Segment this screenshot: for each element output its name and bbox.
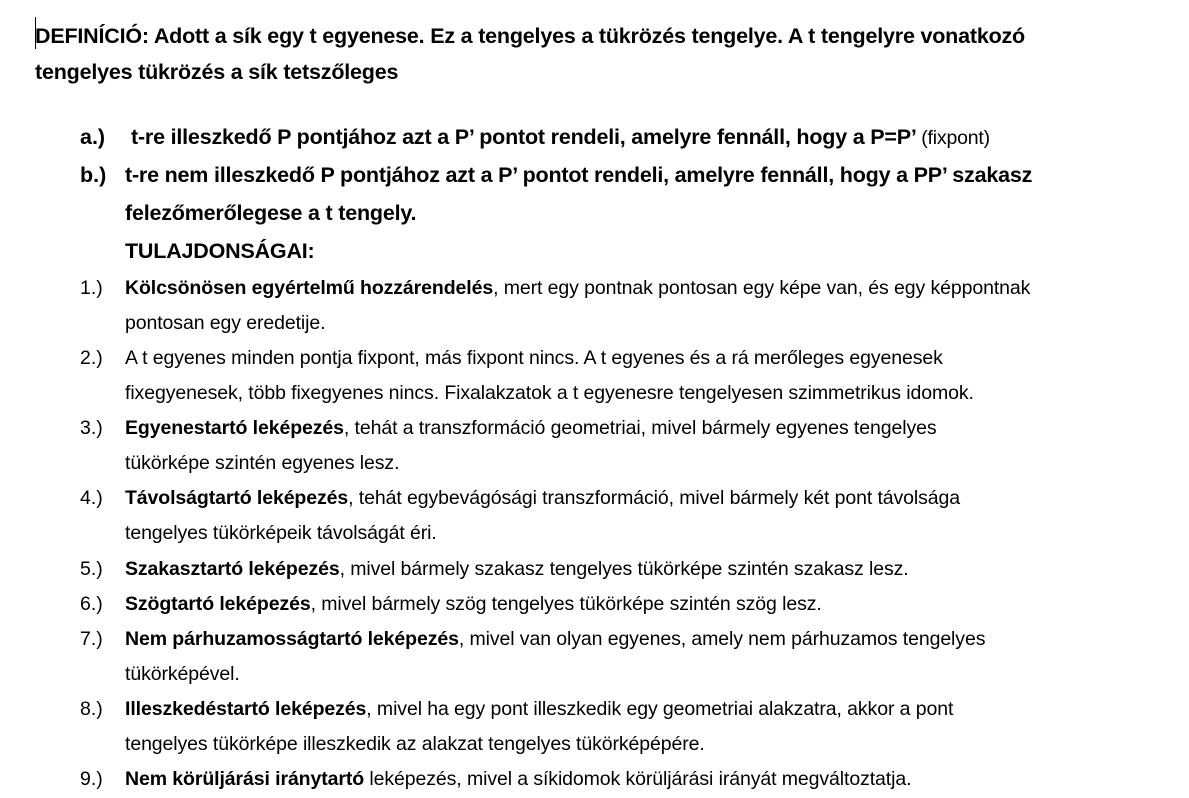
- property-2-line-1: [125, 341, 943, 376]
- property-7-bold: Nem párhuzamosságtartó leképezés: [125, 628, 459, 650]
- property-8-rest: , mivel ha egy pont illeszkedik egy geometriai alakzatra, akkor a pont: [366, 698, 954, 720]
- property-7-line-2: tükörképével.: [125, 663, 240, 685]
- property-7-rest: , mivel van olyan egyenes, amely nem párhuzamos tengelyes: [458, 628, 986, 650]
- property-6-rest: , mivel bármely szög tengelyes tükörképe szintén szög lesz.: [310, 593, 822, 615]
- properties-heading: TULAJDONSÁGAI:: [125, 239, 315, 263]
- property-8-line-1: [125, 692, 953, 727]
- property-9-line-1: [125, 762, 911, 797]
- property-3-line-2: tükörképe szintén egyenes lesz.: [125, 452, 400, 474]
- case-a-marker: a.): [80, 125, 106, 149]
- property-3-line-1: [125, 411, 937, 446]
- property-1-bold: Kölcsönösen egyértelmű hozzárendelés: [125, 277, 494, 299]
- property-3-number: 3.): [80, 417, 103, 439]
- property-5-bold: Szakasztartó leképezés: [125, 558, 340, 580]
- case-b-marker: b.): [80, 163, 107, 187]
- property-8-number: 8.): [80, 698, 103, 720]
- property-5-line-1: [125, 552, 909, 587]
- property-7-number: 7.): [80, 628, 103, 650]
- property-8-bold: Illeszkedéstartó leképezés: [125, 698, 367, 720]
- property-3-bold: Egyenestartó leképezés: [125, 417, 344, 439]
- property-7-line-1: [125, 622, 985, 657]
- case-b-text: t-re nem illeszkedő P pontjához azt a P’ pontot rendeli, amelyre fennáll, hogy a PP’ szakasz: [125, 163, 1033, 187]
- property-5-rest: , mivel bármely szakasz tengelyes tükörképe szintén szakasz lesz.: [339, 558, 909, 580]
- property-1-line-1: [125, 271, 1030, 306]
- property-6-bold: Szögtartó leképezés: [125, 593, 311, 615]
- property-1-number: 1.): [80, 277, 103, 299]
- property-4-number: 4.): [80, 487, 103, 509]
- property-4-line-2: tengelyes tükörképeik távolságát éri.: [125, 522, 437, 544]
- property-4-bold: Távolságtartó leképezés: [125, 487, 349, 509]
- case-a-main: t-re illeszkedő P pontjához azt a P’ pontot rendeli, amelyre fennáll, hogy a P=P’: [131, 125, 916, 149]
- property-1-line-2: pontosan egy eredetije.: [125, 312, 326, 334]
- property-3-rest: , tehát a transzformáció geometriai, mivel bármely egyenes tengelyes: [343, 417, 937, 439]
- property-5-number: 5.): [80, 558, 103, 580]
- property-6-line-1: [125, 587, 822, 622]
- property-4-rest: , tehát egybevágósági transzformáció, mivel bármely két pont távolsága: [348, 487, 961, 509]
- definition-paragraph: [35, 18, 1175, 90]
- property-2-number: 2.): [80, 347, 103, 369]
- property-1-rest: , mert egy pontnak pontosan egy képe van, és egy képpontnak: [493, 277, 1031, 299]
- property-2-line-2: fixegyenesek, több fixegyenes nincs. Fixalakzatok a t egyenesre tengelyesen szimmetrikus idomok.: [125, 382, 974, 404]
- property-9-number: 9.): [80, 768, 103, 790]
- case-a-text: [131, 118, 990, 157]
- property-6-number: 6.): [80, 593, 103, 615]
- definition-line-1: DEFINÍCIÓ: Adott a sík egy t egyenese. Ez a tengelyes a tükrözés tengelye. A t tengelyre vonatkozó: [35, 24, 1025, 48]
- property-2-rest: A t egyenes minden pontja fixpont, más fixpont nincs. A t egyenes és a rá merőleges egyenesek: [125, 347, 943, 369]
- definition-line-2: tengelyes tükrözés a sík tetszőleges: [35, 60, 399, 84]
- property-9-bold: Nem körüljárási iránytartó: [125, 768, 365, 790]
- case-b-continuation: felezőmerőlegese a t tengely.: [125, 201, 417, 225]
- property-4-line-1: [125, 481, 960, 516]
- property-8-line-2: tengelyes tükörképe illeszkedik az alakzat tengelyes tükörképépére.: [125, 733, 705, 755]
- property-9-rest: leképezés, mivel a síkidomok körüljárási irányát megváltoztatja.: [364, 768, 912, 790]
- case-a-note: (fixpont): [921, 127, 990, 149]
